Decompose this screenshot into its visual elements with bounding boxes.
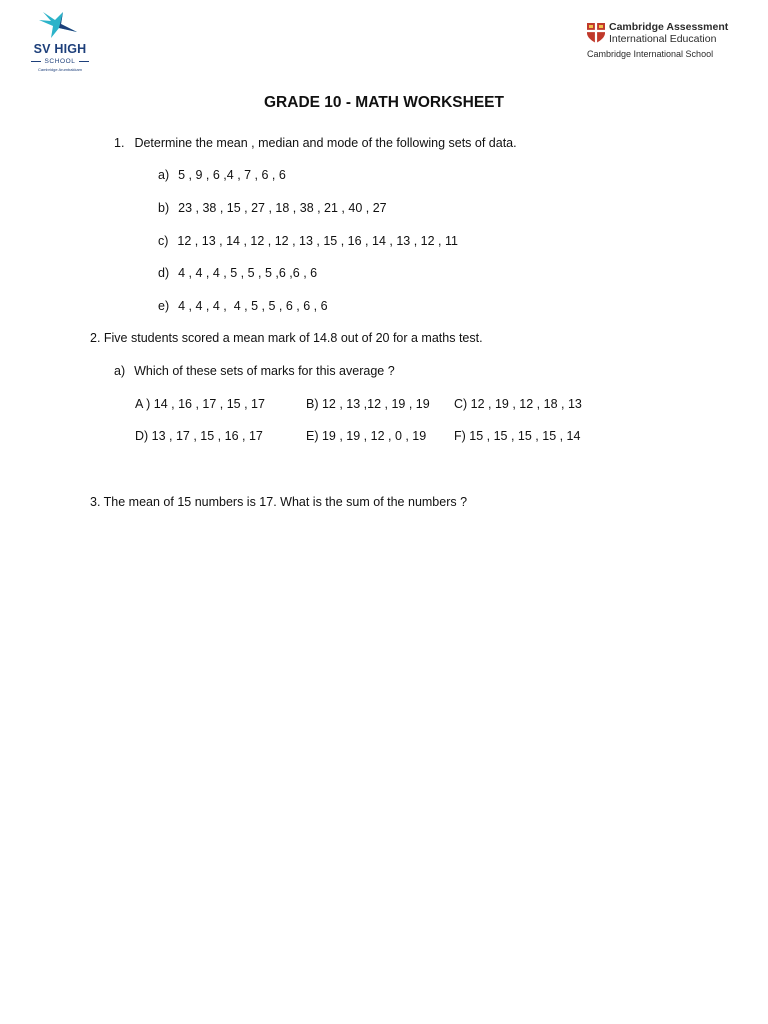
question-3-text: 3. The mean of 15 numbers is 17. What is the sum of the numbers ? [90, 495, 468, 509]
item-data: 4 , 4 , 4 , 4 , 5 , 5 , 6 , 6 , 6 [178, 299, 328, 313]
question-2a [114, 364, 395, 378]
cambridge-logo [586, 20, 756, 64]
item-label: b) [158, 201, 170, 215]
q1-item-a [158, 168, 286, 182]
sv-high-school-logo [18, 4, 102, 74]
cambridge-shield-icon [586, 22, 606, 44]
q1-item-b [158, 201, 387, 215]
logo-tagline: Cambridge Arumbakkam [37, 67, 83, 72]
question-2-text: 2. Five students scored a mean mark of 14.8 out of 20 for a maths test. [90, 331, 483, 345]
choice-e: E) 19 , 19 , 12 , 0 , 19 [306, 429, 427, 443]
item-label: d) [158, 266, 170, 280]
sub-label: a) [114, 364, 126, 378]
item-data: 5 , 9 , 6 ,4 , 7 , 6 , 6 [178, 168, 286, 182]
logo-school: SCHOOL [18, 58, 102, 65]
choice-d: D) 13 , 17 , 15 , 16 , 17 [135, 429, 263, 443]
q1-item-e [158, 299, 328, 313]
item-data: 23 , 38 , 15 , 27 , 18 , 38 , 21 , 40 , 27 [178, 201, 387, 215]
question-1 [114, 136, 517, 150]
q1-item-c [158, 234, 458, 248]
choice-a: A ) 14 , 16 , 17 , 15 , 17 [135, 397, 265, 411]
cambridge-brand-line1: Cambridge Assessment [609, 21, 729, 33]
q1-item-d [158, 266, 317, 280]
choice-b: B) 12 , 13 ,12 , 19 , 19 [306, 397, 430, 411]
question-1-text: Determine the mean , median and mode of the following sets of data. [134, 136, 517, 150]
item-label: c) [158, 234, 169, 248]
question-1-number: 1. [114, 136, 125, 150]
star-logo-icon [37, 10, 83, 40]
cambridge-brand-line3: Cambridge International School [587, 49, 714, 59]
worksheet-title: GRADE 10 - MATH WORKSHEET [264, 94, 504, 111]
sub-text: Which of these sets of marks for this average ? [134, 364, 395, 378]
logo-name: SV HIGH [33, 42, 87, 56]
cambridge-brand-line2: International Education [609, 33, 717, 45]
choice-c: C) 12 , 19 , 12 , 18 , 13 [454, 397, 582, 411]
choice-f: F) 15 , 15 , 15 , 15 , 14 [454, 429, 581, 443]
item-label: e) [158, 299, 170, 313]
item-data: 12 , 13 , 14 , 12 , 12 , 13 , 15 , 16 , 14 , 13 , 12 , 11 [177, 234, 458, 248]
item-label: a) [158, 168, 170, 182]
item-data: 4 , 4 , 4 , 5 , 5 , 5 ,6 ,6 , 6 [178, 266, 318, 280]
